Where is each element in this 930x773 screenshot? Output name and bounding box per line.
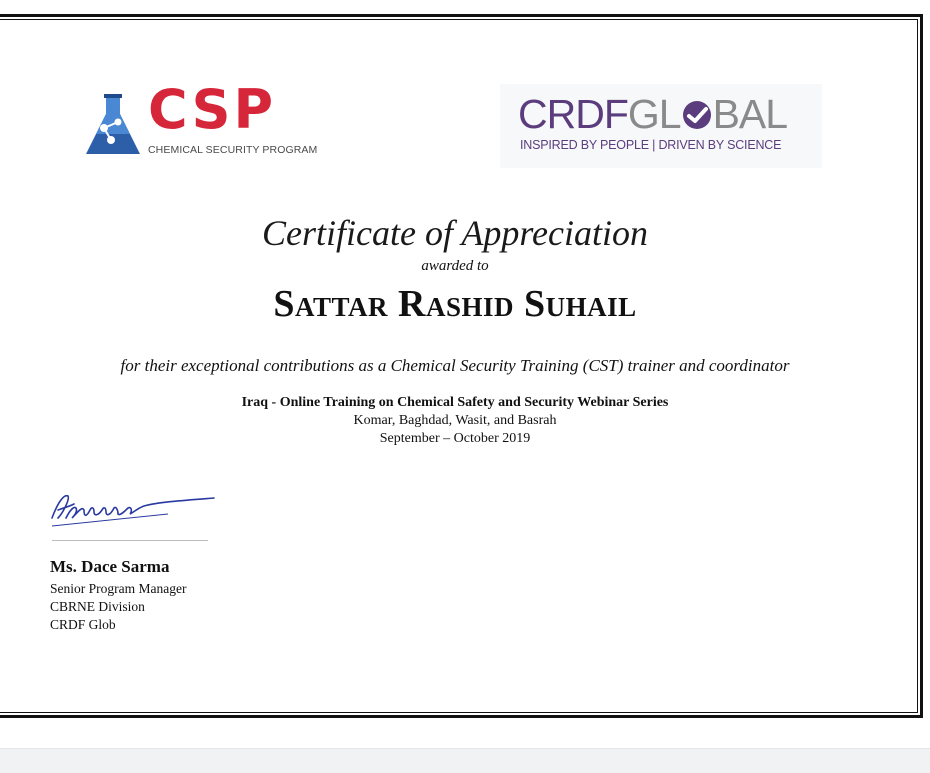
csp-logo-text: CSP [148,78,277,141]
crdf-logo-part1: CRDF [518,91,628,137]
crdf-logo-part3: BAL [712,91,788,137]
globe-icon [682,100,712,130]
certificate-title: Certificate of Appreciation [262,213,648,253]
recipient-name: Sattar Rashid Suhail [273,283,637,325]
csp-logo-subtitle: CHEMICAL SECURITY PROGRAM [148,144,318,156]
flask-icon [84,94,142,158]
contribution-statement: for their exceptional contributions as a Chemical Security Training (CST) trainer and coordinator [120,356,790,375]
event-dates: September – October 2019 [379,431,531,446]
viewer-bottom-bar [0,748,930,773]
event-title: Iraq - Online Training on Chemical Safety and Security Webinar Series [241,395,669,410]
event-locations: Komar, Baghdad, Wasit, and Basrah [353,413,557,428]
crdf-logo-tagline: INSPIRED BY PEOPLE | DRIVEN BY SCIENCE [520,138,782,152]
signature-line [52,540,208,541]
csp-logo [84,78,324,162]
crdf-global-logo [500,84,822,168]
crdf-logo-text [518,90,787,138]
signer-division: CBRNE Division [50,599,145,614]
signer-name: Ms. Dace Sarma [50,557,170,576]
signer-organization: CRDF Glob [50,617,116,632]
awarded-to-label: awarded to [421,258,489,274]
signer-title: Senior Program Manager [50,581,187,596]
handwritten-signature [48,488,218,528]
crdf-logo-part2: GL [627,91,681,137]
